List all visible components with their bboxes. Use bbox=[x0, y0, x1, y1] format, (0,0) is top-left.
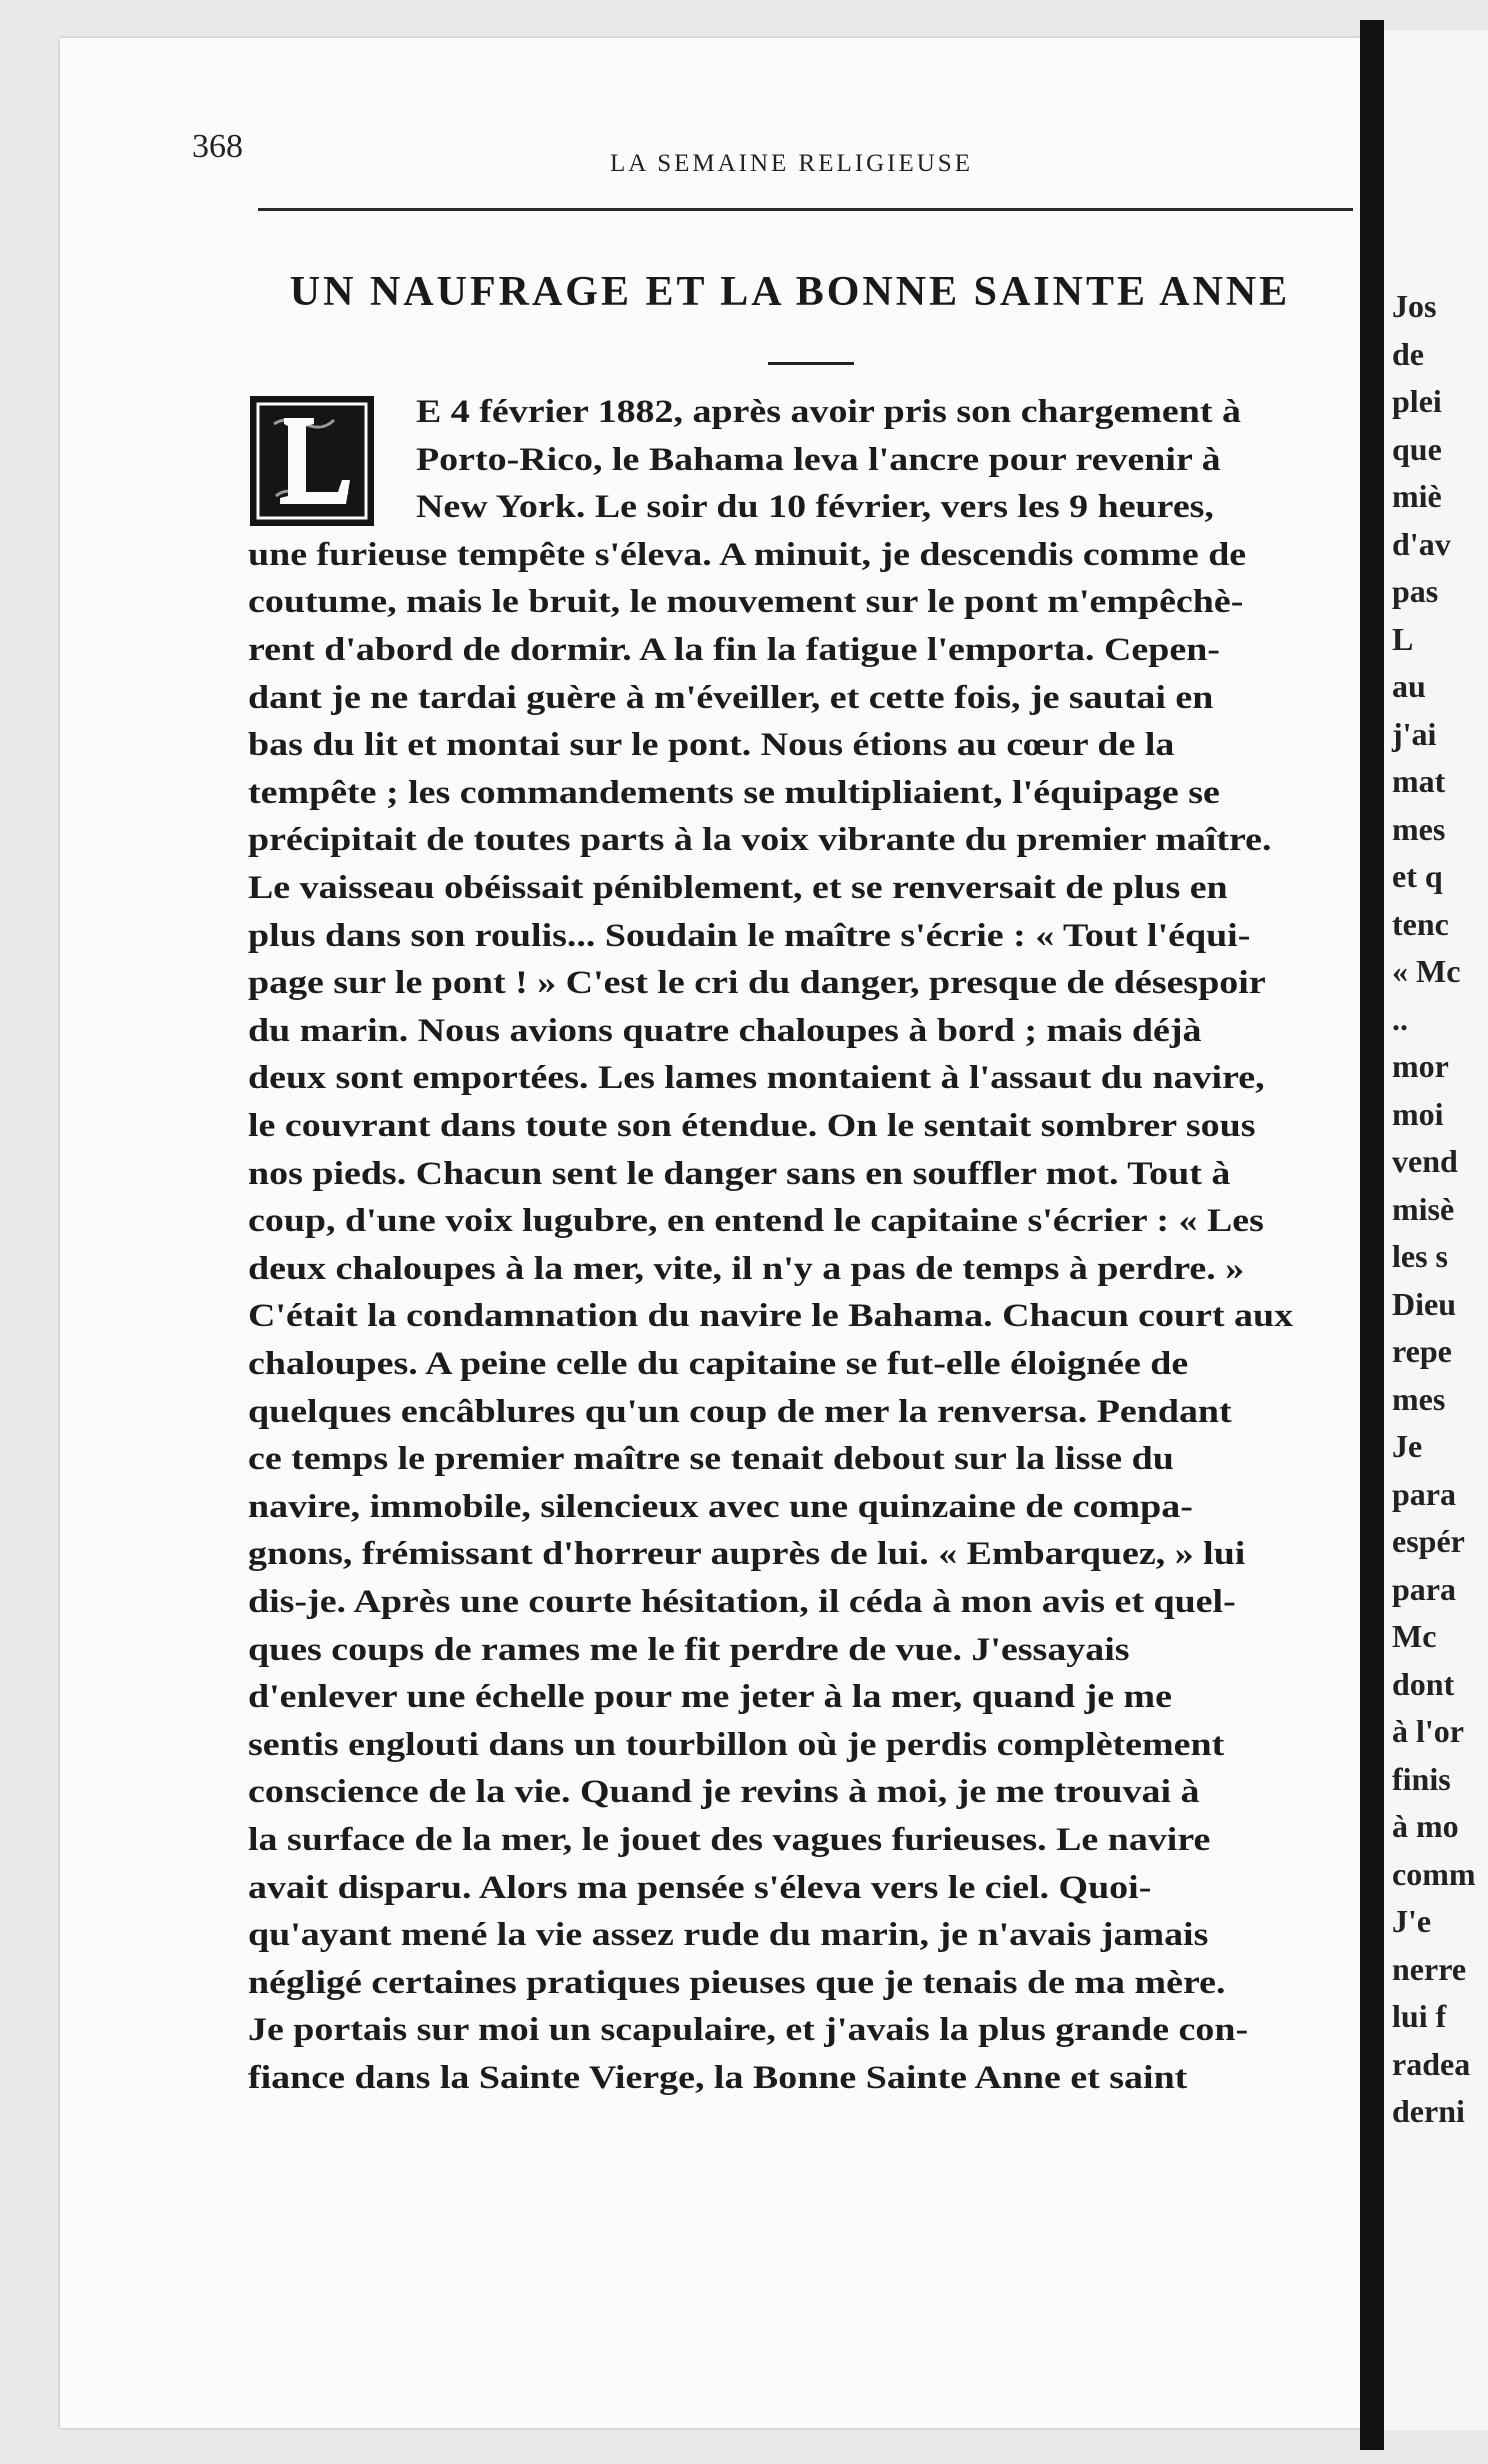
adjacent-page-line: à l'or bbox=[1392, 1713, 1464, 1749]
adjacent-page-line: para bbox=[1392, 1475, 1456, 1512]
text-line: chaloupes. A peine celle du capitaine se fut-elle éloignée de bbox=[248, 1346, 1189, 1382]
text-line: une furieuse tempête s'éleva. A minuit, je descendis comme de bbox=[248, 536, 1247, 573]
text-line: conscience de la vie. Quand je revins à moi, je me trouvai à bbox=[248, 1774, 1200, 1811]
adjacent-page-line: para bbox=[1392, 1570, 1456, 1607]
adjacent-page-line: que bbox=[1392, 430, 1442, 467]
running-head: LA SEMAINE RELIGIEUSE bbox=[610, 150, 973, 177]
text-line: deux sont emportées. Les lames montaient à l'assaut du navire, bbox=[248, 1060, 1265, 1097]
text-line: nos pieds. Chacun sent le danger sans en souffler mot. Tout à bbox=[248, 1155, 1231, 1192]
text-line: du marin. Nous avions quatre chaloupes à bord ; mais déjà bbox=[248, 1012, 1202, 1049]
adjacent-page-line: moi bbox=[1392, 1095, 1444, 1132]
text-line: gnons, frémissant d'horreur auprès de lui. « Embarquez, » lui bbox=[248, 1536, 1246, 1573]
adjacent-page-line: vend bbox=[1392, 1143, 1458, 1179]
adjacent-page-line: lui f bbox=[1392, 1998, 1447, 2034]
adjacent-page-line: plei bbox=[1392, 383, 1442, 419]
adjacent-page-line: au bbox=[1392, 668, 1426, 704]
adjacent-page-line: finis bbox=[1392, 1760, 1451, 1797]
article-title: UN NAUFRAGE ET LA BONNE SAINTE ANNE bbox=[289, 269, 1291, 315]
text-line: deux chaloupes à la mer, vite, il n'y a pas de temps à perdre. » bbox=[248, 1250, 1245, 1287]
text-line: bas du lit et montai sur le pont. Nous étions au cœur de la bbox=[248, 727, 1175, 764]
adjacent-page-line: j'ai bbox=[1392, 715, 1437, 752]
adjacent-page-line: Dieu bbox=[1392, 1285, 1456, 1322]
adjacent-page-line: « Mc bbox=[1392, 953, 1461, 989]
adjacent-page-line: mor bbox=[1392, 1048, 1449, 1084]
page-number: 368 bbox=[192, 128, 243, 165]
adjacent-page-line: à mo bbox=[1392, 1808, 1459, 1844]
adjacent-page-line: .. bbox=[1392, 1000, 1408, 1037]
drop-cap-letter-icon bbox=[254, 400, 370, 522]
text-line: Le vaisseau obéissait péniblement, et se renversait de plus en bbox=[248, 870, 1228, 906]
text-line: page sur le pont ! » C'est le cri du danger, presque de désespoir bbox=[248, 965, 1266, 1002]
text-line: ques coups de rames me le fit perdre de vue. J'essayais bbox=[248, 1631, 1130, 1668]
adjacent-page-line: mes bbox=[1392, 1380, 1446, 1417]
text-line: précipitait de toutes parts à la voix vibrante du premier maître. bbox=[248, 822, 1272, 859]
title-rule bbox=[768, 362, 854, 365]
adjacent-page-line: miè bbox=[1392, 478, 1442, 514]
text-line: E 4 février 1882, après avoir pris son chargement à bbox=[416, 394, 1241, 430]
text-line: plus dans son roulis... Soudain le maître s'écrie : « Tout l'équi- bbox=[248, 917, 1251, 954]
adjacent-page-line: Je bbox=[1392, 1428, 1423, 1464]
text-line: rent d'abord de dormir. A la fin la fatigue l'emporta. Cepen- bbox=[248, 632, 1220, 668]
text-line: navire, immobile, silencieux avec une quinzaine de compa- bbox=[248, 1488, 1193, 1525]
adjacent-page-line: mat bbox=[1392, 763, 1446, 799]
adjacent-page-line: et q bbox=[1392, 858, 1443, 894]
adjacent-page-line: L bbox=[1392, 620, 1414, 657]
text-line: fiance dans la Sainte Vierge, la Bonne Sainte Anne et saint bbox=[248, 2060, 1188, 2096]
text-line: le couvrant dans toute son étendue. On le sentait sombrer sous bbox=[248, 1108, 1256, 1144]
text-line: ce temps le premier maître se tenait debout sur la lisse du bbox=[248, 1441, 1174, 1478]
text-line: Je portais sur moi un scapulaire, et j'avais la plus grande con- bbox=[248, 2012, 1249, 2049]
text-line: coup, d'une voix lugubre, en entend le capitaine s'écrier : « Les bbox=[248, 1203, 1264, 1240]
adjacent-page-line: de bbox=[1392, 335, 1424, 372]
text-line: dant je ne tardai guère à m'éveiller, et cette fois, je sautai en bbox=[248, 679, 1214, 716]
adjacent-page-line: derni bbox=[1392, 2093, 1465, 2129]
adjacent-page-line: dont bbox=[1392, 1665, 1455, 1702]
adjacent-page-line: comm bbox=[1392, 1855, 1476, 1892]
adjacent-page-line: repe bbox=[1392, 1333, 1452, 1369]
drop-cap-ornament bbox=[250, 396, 374, 526]
text-line: tempête ; les commandements se multipliaient, l'équipage se bbox=[248, 774, 1220, 811]
text-line: négligé certaines pratiques pieuses que je tenais de ma mère. bbox=[248, 1964, 1226, 2001]
text-line: sentis englouti dans un tourbillon où je perdis complètement bbox=[248, 1726, 1225, 1763]
header-rule bbox=[258, 208, 1353, 211]
adjacent-page-line: J'e bbox=[1392, 1903, 1432, 1939]
adjacent-page bbox=[1384, 30, 1488, 2430]
adjacent-page-line: misè bbox=[1392, 1190, 1455, 1227]
adjacent-page-line: Jos bbox=[1392, 288, 1437, 324]
adjacent-page-line: pas bbox=[1392, 573, 1439, 609]
adjacent-page-line: les s bbox=[1392, 1238, 1448, 1274]
adjacent-page-line: tenc bbox=[1392, 905, 1449, 942]
adjacent-page-line: radea bbox=[1392, 2045, 1471, 2082]
adjacent-page-line: Mc bbox=[1392, 1618, 1437, 1654]
text-line: C'était la condamnation du navire le Bahama. Chacun court aux bbox=[248, 1298, 1294, 1335]
text-line: quelques encâblures qu'un coup de mer la renversa. Pendant bbox=[248, 1393, 1232, 1430]
adjacent-page-line: espér bbox=[1392, 1523, 1465, 1559]
text-line: New York. Le soir du 10 février, vers les 9 heures, bbox=[416, 489, 1214, 526]
text-line: la surface de la mer, le jouet des vagues furieuses. Le navire bbox=[248, 1822, 1211, 1858]
text-line: avait disparu. Alors ma pensée s'éleva vers le ciel. Quoi- bbox=[248, 1869, 1152, 1906]
text-line: coutume, mais le bruit, le mouvement sur le pont m'empêchè- bbox=[248, 584, 1244, 621]
adjacent-page-line: d'av bbox=[1392, 525, 1451, 562]
text-line: d'enlever une échelle pour me jeter à la mer, quand je me bbox=[248, 1679, 1173, 1716]
text-line: dis-je. Après une courte hésitation, il céda à mon avis et quel- bbox=[248, 1584, 1236, 1620]
text-line: qu'ayant mené la vie assez rude du marin, je n'avais jamais bbox=[248, 1917, 1209, 1954]
adjacent-page-line: mes bbox=[1392, 810, 1446, 847]
page-header bbox=[192, 128, 1352, 178]
text-line: Porto-Rico, le Bahama leva l'ancre pour revenir à bbox=[416, 441, 1221, 478]
adjacent-page-line: nerre bbox=[1392, 1950, 1467, 1987]
book-gutter bbox=[1360, 20, 1384, 2450]
